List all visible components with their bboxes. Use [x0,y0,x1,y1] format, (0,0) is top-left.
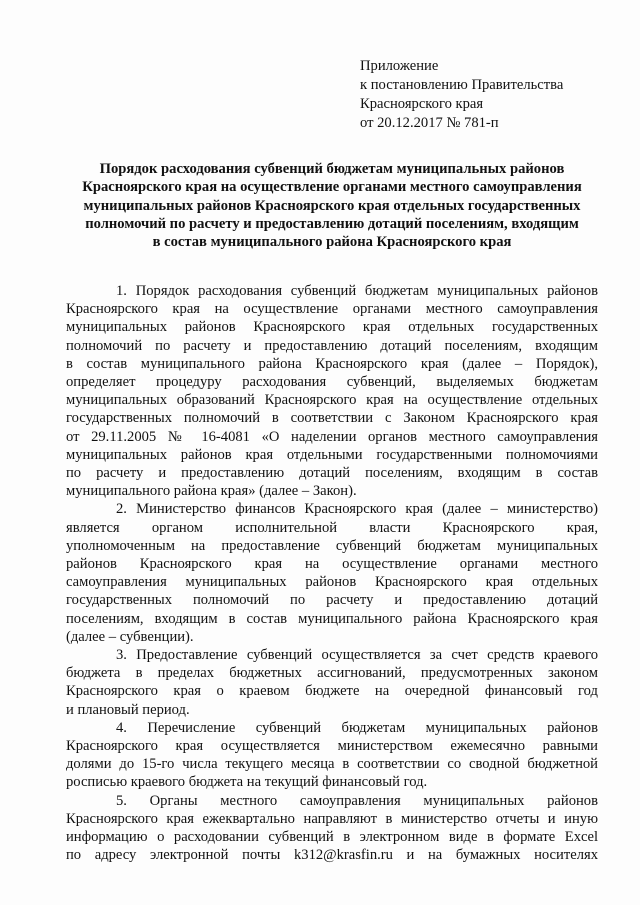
text-line: полномочий по расчету и предоставлению дотаций поселениям, входящим [66,337,598,354]
paragraph-3 [66,646,598,719]
text-line: и плановый период. [66,701,190,718]
text-line: 4. Перечисление субвенций бюджетам муниципальных районов [116,719,598,736]
text-line: является органом исполнительной власти Красноярского края, [66,519,598,536]
text-line: муниципальных районов края отдельными государственными полномочиями [66,446,598,463]
text-line: определяет процедуру расходования субвенций, выделяемых бюджетам [66,374,598,391]
text-line: Красноярского края осуществляется министерством ежемесячно равными [66,738,598,755]
text-line: долями до 15-го числа текущего месяца в соответствии со сводной бюджетной [66,756,598,773]
appendix-region: Красноярского края [360,96,484,112]
text-line: росписью краевого бюджета на текущий финансовый год. [66,774,428,791]
text-line: по расчету и предоставлению дотаций поселениям, входящим в состав [66,465,598,482]
text-line: Красноярского края ежеквартально направляют в министерство отчеты и иную [66,810,598,827]
paragraph-5 [66,792,598,865]
text-line: районов Красноярского края на осуществление органами местного [66,556,598,573]
title-line: полномочий по расчету и предоставлению дотаций поселениям, входящим [85,215,579,232]
text-line: Красноярского края о краевом бюджете на очередной финансовый год [66,683,598,700]
title-line: муниципальных районов Красноярского края отдельных государственных [83,197,581,214]
title-line: в состав муниципального района Красноярского края [152,234,512,251]
text-line: поселениям, входящим в состав муниципального района Красноярского края [66,610,598,627]
text-line: информацию о расходовании субвенций в электронном виде в формате Excel [66,829,598,846]
paragraph-4 [66,719,598,792]
paragraph-2 [66,500,598,646]
text-line: уполномоченным на предоставление субвенций бюджетам муниципальных [66,537,598,554]
paragraph-1 [66,282,598,500]
text-line: (далее – субвенции). [66,628,194,645]
text-line: муниципальных образований Красноярского края на осуществление отдельных [66,392,598,409]
text-line: государственных полномочий в соответствии с Законом Красноярского края [66,410,598,427]
text-line: Красноярского края на осуществление органами местного самоуправления [66,301,598,318]
text-line: от 29.11.2005 № 16-4081 «О наделении органов местного самоуправления [66,428,598,445]
text-line: 1. Порядок расходования субвенций бюджетам муниципальных районов [116,283,598,299]
text-line: самоуправления муниципальных районов Красноярского края отдельных [66,574,598,591]
document-body [66,282,598,865]
text-line: государственных полномочий по расчету и предоставлению дотаций [66,592,598,609]
document-title [66,160,598,251]
appendix-date-number: от 20.12.2017 № 781-п [360,115,499,131]
text-line: муниципального района края» (далее – Закон). [66,483,357,500]
appendix-label: Приложение [360,58,439,74]
title-line: Порядок расходования субвенций бюджетам муниципальных районов [99,161,565,177]
text-line: 3. Предоставление субвенций осуществляется за счет средств краевого [116,647,598,664]
title-line: Красноярского края на осуществление органами местного самоуправления [82,179,582,196]
text-line: в состав муниципального района Красноярского края (далее – Порядок), [66,355,598,372]
text-line: по адресу электронной почты k312@krasfin.ru и на бумажных носителях [66,847,598,864]
text-line: 2. Министерство финансов Красноярского края (далее – министерство) [116,501,598,518]
text-line: муниципальных районов Красноярского края отдельных государственных [66,319,598,336]
appendix-block [360,57,630,133]
text-line: бюджета в пределах бюджетных ассигнований, предусмотренных законом [66,665,598,682]
appendix-resolution-ref: к постановлению Правительства [360,77,564,93]
text-line: 5. Органы местного самоуправления муниципальных районов [116,792,598,809]
